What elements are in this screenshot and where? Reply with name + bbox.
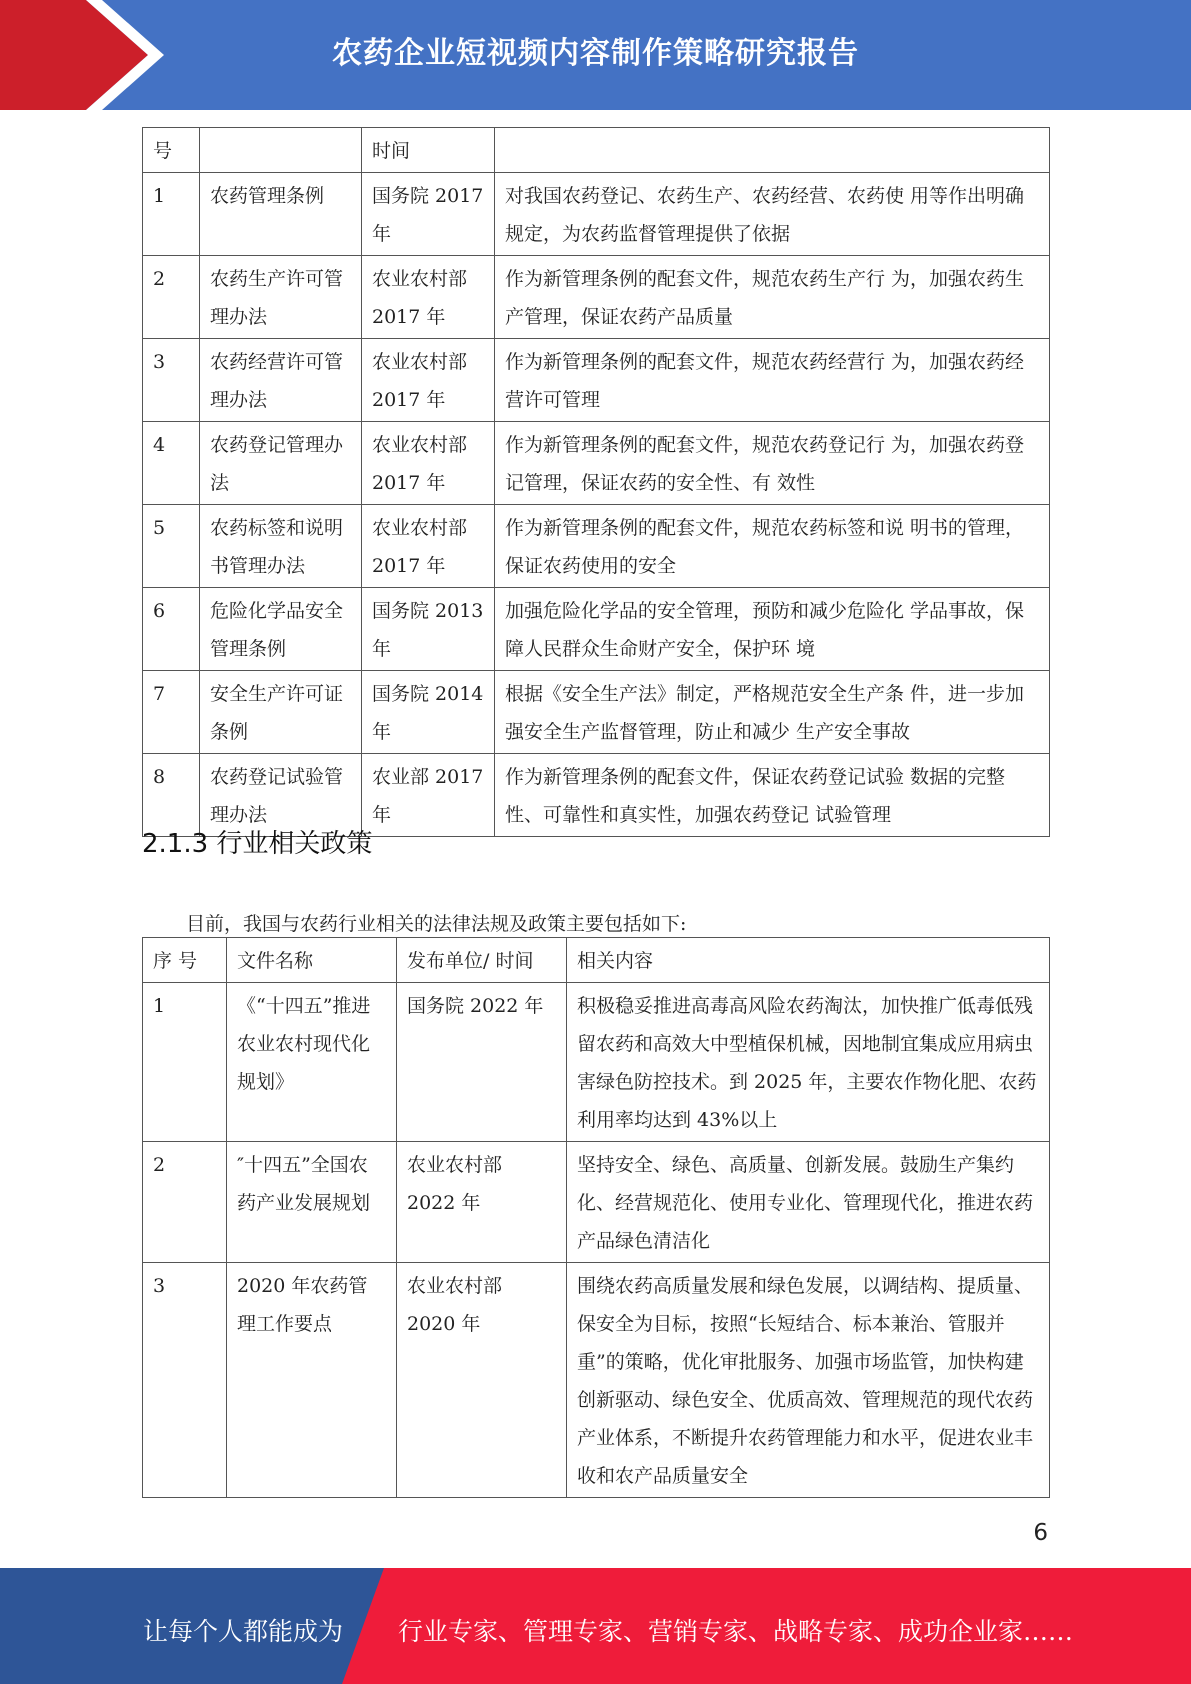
row-number: 3 — [143, 339, 200, 422]
regulations-table — [142, 127, 1050, 837]
table-row — [143, 505, 1050, 588]
row-number: 5 — [143, 505, 200, 588]
table-cell: 时间 — [362, 128, 495, 173]
related-content: 作为新管理条例的配套文件，保证农药登记试验 数据的完整性、可靠性和真实性，加强农药登记 试验管理 — [495, 754, 1050, 837]
document-name: 农药经营许可管理办法 — [200, 339, 362, 422]
table-cell — [200, 128, 362, 173]
document-name: 农药登记管理办法 — [200, 422, 362, 505]
row-number: 1 — [143, 983, 227, 1142]
issuer-time: 国务院 2022 年 — [397, 983, 567, 1142]
related-content: 积极稳妥推进高毒高风险农药淘汰，加快推广低毒低残留农药和高效大中型植保机械，因地制宜集成应用病虫害绿色防控技术。到 2025 年，主要农作物化肥、农药利用率均达到 43%以上 — [567, 983, 1050, 1142]
related-content: 作为新管理条例的配套文件，规范农药生产行 为，加强农药生产管理，保证农药产品质量 — [495, 256, 1050, 339]
table-cell — [495, 128, 1050, 173]
row-number: 6 — [143, 588, 200, 671]
issuer-time: 农业农村部 2020 年 — [397, 1263, 567, 1498]
document-name: 安全生产许可证条例 — [200, 671, 362, 754]
issuer-time: 农业农村部 2017 年 — [362, 422, 495, 505]
document-name: 《“十四五”推进农业农村现代化规划》 — [227, 983, 397, 1142]
document-name: 农药生产许可管理办法 — [200, 256, 362, 339]
issuer-time: 国务院 2014 年 — [362, 671, 495, 754]
related-content: 坚持安全、绿色、高质量、创新发展。鼓励生产集约化、经营规范化、使用专业化、管理现代化，推进农药产品绿色清洁化 — [567, 1142, 1050, 1263]
row-number: 3 — [143, 1263, 227, 1498]
row-number: 4 — [143, 422, 200, 505]
row-number: 2 — [143, 1142, 227, 1263]
issuer-time: 农业农村部 2017 年 — [362, 256, 495, 339]
page-header-title: 农药企业短视频内容制作策略研究报告 — [332, 36, 859, 71]
row-number: 7 — [143, 671, 200, 754]
related-content: 对我国农药登记、农药生产、农药经营、农药使 用等作出明确规定，为农药监督管理提供了依据 — [495, 173, 1050, 256]
document-name: 农药登记试验管理办法 — [200, 754, 362, 837]
table-row — [143, 671, 1050, 754]
page-footer — [0, 1568, 1191, 1684]
document-name: 2020 年农药管理工作要点 — [227, 1263, 397, 1498]
related-content: 加强危险化学品的安全管理，预防和减少危险化 学品事故，保障人民群众生命财产安全，保护环 境 — [495, 588, 1050, 671]
document-name: 农药管理条例 — [200, 173, 362, 256]
related-content: 作为新管理条例的配套文件，规范农药经营行 为，加强农药经营许可管理 — [495, 339, 1050, 422]
issuer-time: 农业农村部 2017 年 — [362, 505, 495, 588]
row-number: 8 — [143, 754, 200, 837]
table-row — [143, 173, 1050, 256]
document-name: ″十四五”全国农药产业发展规划 — [227, 1142, 397, 1263]
column-header-document: 文件名称 — [227, 938, 397, 983]
related-content: 作为新管理条例的配套文件，规范农药标签和说 明书的管理，保证农药使用的安全 — [495, 505, 1050, 588]
table-row — [143, 1263, 1050, 1498]
column-header-number: 序 号 — [143, 938, 227, 983]
column-header-issuer: 发布单位/ 时间 — [397, 938, 567, 983]
issuer-time: 农业农村部 2017 年 — [362, 339, 495, 422]
issuer-time: 农业农村部 2022 年 — [397, 1142, 567, 1263]
issuer-time: 国务院 2013 年 — [362, 588, 495, 671]
issuer-time: 国务院 2017 年 — [362, 173, 495, 256]
footer-slogan-left: 让每个人都能成为 — [143, 1617, 344, 1646]
document-name: 危险化学品安全管理条例 — [200, 588, 362, 671]
table-row — [143, 1142, 1050, 1263]
issuer-time: 农业部 2017 年 — [362, 754, 495, 837]
industry-policy-table — [142, 937, 1050, 1498]
row-number: 2 — [143, 256, 200, 339]
footer-slogan-right: 行业专家、管理专家、营销专家、战略专家、成功企业家…… — [398, 1617, 1074, 1646]
table-row — [143, 983, 1050, 1142]
row-number: 1 — [143, 173, 200, 256]
page-header — [0, 0, 1191, 110]
table-row — [143, 256, 1050, 339]
related-content: 围绕农药高质量发展和绿色发展，以调结构、提质量、保安全为目标，按照“长短结合、标本兼治、管服并重”的策略，优化审批服务、加强市场监管，加快构建创新驱动、绿色安全、优质高效、管理规范的现代农药产业体系，不断提升农药管理能力和水平，促进农业丰收和农产品质量安全 — [567, 1263, 1050, 1498]
section-heading: 2.1.3 行业相关政策 — [142, 829, 373, 859]
table-row — [143, 422, 1050, 505]
table-row — [143, 588, 1050, 671]
section-intro-text: 目前，我国与农药行业相关的法律法规及政策主要包括如下: — [186, 913, 687, 935]
table-header-row — [143, 128, 1050, 173]
table-header-row — [143, 938, 1050, 983]
document-name: 农药标签和说明书管理办法 — [200, 505, 362, 588]
related-content: 作为新管理条例的配套文件，规范农药登记行 为，加强农药登记管理，保证农药的安全性、有 效性 — [495, 422, 1050, 505]
page-number: 6 — [1033, 1520, 1048, 1546]
column-header-content: 相关内容 — [567, 938, 1050, 983]
table-row — [143, 339, 1050, 422]
table-cell: 号 — [143, 128, 200, 173]
related-content: 根据《安全生产法》制定，严格规范安全生产条 件，进一步加强安全生产监督管理，防止和减少 生产安全事故 — [495, 671, 1050, 754]
